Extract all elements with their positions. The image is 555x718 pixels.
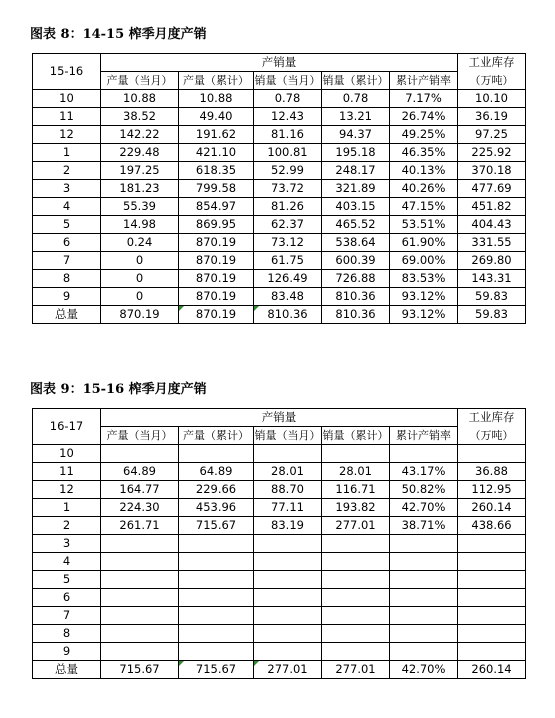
value-cell: 38.71% bbox=[390, 517, 458, 535]
table-row bbox=[33, 463, 526, 481]
value-cell: 40.13% bbox=[390, 162, 458, 180]
month-cell: 3 bbox=[33, 535, 101, 553]
value-cell: 10.88 bbox=[101, 90, 179, 108]
table-row bbox=[33, 234, 526, 252]
column-header: 产量（当月） bbox=[101, 72, 179, 90]
value-cell: 36.88 bbox=[458, 463, 526, 481]
value-cell bbox=[322, 553, 390, 571]
value-cell: 260.14 bbox=[458, 661, 526, 679]
value-cell: 229.66 bbox=[179, 481, 254, 499]
table-row bbox=[33, 126, 526, 144]
value-cell: 225.92 bbox=[458, 144, 526, 162]
table-row bbox=[33, 90, 526, 108]
value-cell: 69.00% bbox=[390, 252, 458, 270]
value-cell: 715.67 bbox=[101, 661, 179, 679]
value-cell: 477.69 bbox=[458, 180, 526, 198]
column-header: 销量（累计） bbox=[322, 72, 390, 90]
value-cell: 93.12% bbox=[390, 288, 458, 306]
value-cell bbox=[390, 445, 458, 463]
column-header: 销量（累计） bbox=[322, 427, 390, 445]
value-cell: 49.25% bbox=[390, 126, 458, 144]
value-cell: 799.58 bbox=[179, 180, 254, 198]
month-cell: 3 bbox=[33, 180, 101, 198]
value-cell: 28.01 bbox=[254, 463, 322, 481]
value-cell bbox=[179, 553, 254, 571]
month-cell: 4 bbox=[33, 198, 101, 216]
group-header: 产销量 bbox=[101, 409, 458, 427]
table-row bbox=[33, 643, 526, 661]
table-row bbox=[33, 499, 526, 517]
value-cell: 404.43 bbox=[458, 216, 526, 234]
month-cell: 总量 bbox=[33, 306, 101, 324]
value-cell bbox=[458, 625, 526, 643]
value-cell: 538.64 bbox=[322, 234, 390, 252]
value-cell bbox=[101, 445, 179, 463]
value-cell: 126.49 bbox=[254, 270, 322, 288]
value-cell: 191.62 bbox=[179, 126, 254, 144]
value-cell: 277.01 bbox=[254, 661, 322, 679]
table-row bbox=[33, 216, 526, 234]
value-cell: 47.15% bbox=[390, 198, 458, 216]
value-cell: 42.70% bbox=[390, 499, 458, 517]
table-row bbox=[33, 535, 526, 553]
table-row bbox=[33, 288, 526, 306]
total-row bbox=[33, 661, 526, 679]
value-cell bbox=[458, 589, 526, 607]
table-row bbox=[33, 270, 526, 288]
value-cell: 116.71 bbox=[322, 481, 390, 499]
value-cell bbox=[254, 589, 322, 607]
month-cell: 12 bbox=[33, 481, 101, 499]
value-cell bbox=[179, 643, 254, 661]
value-cell: 0 bbox=[101, 252, 179, 270]
value-cell: 465.52 bbox=[322, 216, 390, 234]
value-cell: 715.67 bbox=[179, 517, 254, 535]
table-row bbox=[33, 481, 526, 499]
month-cell: 10 bbox=[33, 445, 101, 463]
value-cell bbox=[179, 535, 254, 553]
value-cell bbox=[101, 535, 179, 553]
value-cell bbox=[458, 607, 526, 625]
value-cell: 164.77 bbox=[101, 481, 179, 499]
value-cell: 83.19 bbox=[254, 517, 322, 535]
value-cell: 0.78 bbox=[322, 90, 390, 108]
value-cell: 81.26 bbox=[254, 198, 322, 216]
table1 bbox=[32, 53, 526, 324]
month-cell: 2 bbox=[33, 162, 101, 180]
value-cell: 83.48 bbox=[254, 288, 322, 306]
value-cell: 261.71 bbox=[101, 517, 179, 535]
value-cell bbox=[458, 643, 526, 661]
value-cell bbox=[322, 643, 390, 661]
inventory-unit-header: （万吨） bbox=[458, 72, 526, 90]
value-cell bbox=[101, 607, 179, 625]
value-cell: 93.12% bbox=[390, 306, 458, 324]
inventory-unit-header: （万吨） bbox=[458, 427, 526, 445]
value-cell bbox=[390, 607, 458, 625]
value-cell: 869.95 bbox=[179, 216, 254, 234]
month-cell: 11 bbox=[33, 463, 101, 481]
value-cell bbox=[390, 643, 458, 661]
value-cell: 870.19 bbox=[179, 252, 254, 270]
value-cell bbox=[322, 571, 390, 589]
value-cell: 88.70 bbox=[254, 481, 322, 499]
month-cell: 5 bbox=[33, 571, 101, 589]
total-row bbox=[33, 306, 526, 324]
value-cell: 36.19 bbox=[458, 108, 526, 126]
value-cell bbox=[322, 607, 390, 625]
table2-caption: 图表 9：15-16 榨季月度产销 bbox=[30, 382, 207, 397]
month-cell: 4 bbox=[33, 553, 101, 571]
value-cell: 46.35% bbox=[390, 144, 458, 162]
value-cell: 59.83 bbox=[458, 306, 526, 324]
value-cell: 77.11 bbox=[254, 499, 322, 517]
value-cell bbox=[179, 625, 254, 643]
value-cell: 10.10 bbox=[458, 90, 526, 108]
value-cell bbox=[390, 625, 458, 643]
value-cell: 73.72 bbox=[254, 180, 322, 198]
table-row bbox=[33, 607, 526, 625]
value-cell bbox=[390, 553, 458, 571]
value-cell: 143.31 bbox=[458, 270, 526, 288]
inventory-header: 工业库存 bbox=[458, 409, 526, 427]
value-cell: 224.30 bbox=[101, 499, 179, 517]
value-cell: 12.43 bbox=[254, 108, 322, 126]
value-cell: 100.81 bbox=[254, 144, 322, 162]
table-row bbox=[33, 198, 526, 216]
value-cell bbox=[179, 571, 254, 589]
value-cell: 38.52 bbox=[101, 108, 179, 126]
value-cell: 370.18 bbox=[458, 162, 526, 180]
month-cell: 6 bbox=[33, 234, 101, 252]
value-cell: 0 bbox=[101, 288, 179, 306]
value-cell: 453.96 bbox=[179, 499, 254, 517]
value-cell bbox=[179, 445, 254, 463]
value-cell bbox=[254, 445, 322, 463]
value-cell: 193.82 bbox=[322, 499, 390, 517]
table-row bbox=[33, 252, 526, 270]
month-cell: 6 bbox=[33, 589, 101, 607]
value-cell: 403.15 bbox=[322, 198, 390, 216]
value-cell bbox=[101, 589, 179, 607]
value-cell bbox=[254, 625, 322, 643]
value-cell: 810.36 bbox=[322, 288, 390, 306]
season-header: 15-16 bbox=[33, 54, 101, 90]
season-header: 16-17 bbox=[33, 409, 101, 445]
value-cell: 248.17 bbox=[322, 162, 390, 180]
value-cell bbox=[390, 571, 458, 589]
value-cell: 181.23 bbox=[101, 180, 179, 198]
month-cell: 9 bbox=[33, 643, 101, 661]
value-cell: 0.78 bbox=[254, 90, 322, 108]
month-cell: 5 bbox=[33, 216, 101, 234]
value-cell bbox=[322, 589, 390, 607]
table-row bbox=[33, 144, 526, 162]
value-cell: 43.17% bbox=[390, 463, 458, 481]
month-cell: 7 bbox=[33, 252, 101, 270]
month-cell: 8 bbox=[33, 270, 101, 288]
value-cell: 195.18 bbox=[322, 144, 390, 162]
value-cell: 870.19 bbox=[179, 270, 254, 288]
value-cell bbox=[254, 571, 322, 589]
table-row bbox=[33, 162, 526, 180]
month-cell: 1 bbox=[33, 144, 101, 162]
value-cell bbox=[179, 589, 254, 607]
value-cell bbox=[254, 535, 322, 553]
value-cell bbox=[322, 535, 390, 553]
value-cell: 421.10 bbox=[179, 144, 254, 162]
value-cell: 0 bbox=[101, 270, 179, 288]
month-cell: 2 bbox=[33, 517, 101, 535]
column-header: 产量（累计） bbox=[179, 427, 254, 445]
table-row bbox=[33, 625, 526, 643]
column-header: 销量（当月） bbox=[254, 72, 322, 90]
value-cell: 62.37 bbox=[254, 216, 322, 234]
value-cell: 26.74% bbox=[390, 108, 458, 126]
value-cell: 142.22 bbox=[101, 126, 179, 144]
column-header: 产量（累计） bbox=[179, 72, 254, 90]
value-cell bbox=[322, 625, 390, 643]
value-cell bbox=[101, 571, 179, 589]
table2 bbox=[32, 408, 526, 679]
month-cell: 10 bbox=[33, 90, 101, 108]
month-cell: 9 bbox=[33, 288, 101, 306]
value-cell: 269.80 bbox=[458, 252, 526, 270]
value-cell: 52.99 bbox=[254, 162, 322, 180]
value-cell: 451.82 bbox=[458, 198, 526, 216]
month-cell: 11 bbox=[33, 108, 101, 126]
value-cell: 97.25 bbox=[458, 126, 526, 144]
value-cell: 870.19 bbox=[101, 306, 179, 324]
value-cell bbox=[458, 571, 526, 589]
table1-caption: 图表 8：14-15 榨季月度产销 bbox=[30, 27, 207, 42]
value-cell: 73.12 bbox=[254, 234, 322, 252]
value-cell: 715.67 bbox=[179, 661, 254, 679]
table-row bbox=[33, 108, 526, 126]
value-cell: 870.19 bbox=[179, 306, 254, 324]
value-cell: 810.36 bbox=[254, 306, 322, 324]
group-header: 产销量 bbox=[101, 54, 458, 72]
column-header: 累计产销率 bbox=[390, 427, 458, 445]
value-cell: 10.88 bbox=[179, 90, 254, 108]
value-cell bbox=[390, 535, 458, 553]
value-cell bbox=[101, 643, 179, 661]
value-cell bbox=[101, 625, 179, 643]
table-row bbox=[33, 553, 526, 571]
inventory-header: 工业库存 bbox=[458, 54, 526, 72]
value-cell bbox=[458, 535, 526, 553]
value-cell bbox=[101, 553, 179, 571]
value-cell: 55.39 bbox=[101, 198, 179, 216]
table-row bbox=[33, 180, 526, 198]
value-cell: 229.48 bbox=[101, 144, 179, 162]
value-cell: 870.19 bbox=[179, 288, 254, 306]
table-row bbox=[33, 445, 526, 463]
value-cell: 28.01 bbox=[322, 463, 390, 481]
column-header: 累计产销率 bbox=[390, 72, 458, 90]
column-header: 产量（当月） bbox=[101, 427, 179, 445]
value-cell: 438.66 bbox=[458, 517, 526, 535]
value-cell bbox=[322, 445, 390, 463]
month-cell: 7 bbox=[33, 607, 101, 625]
value-cell: 53.51% bbox=[390, 216, 458, 234]
table-row bbox=[33, 517, 526, 535]
value-cell: 49.40 bbox=[179, 108, 254, 126]
value-cell: 854.97 bbox=[179, 198, 254, 216]
value-cell: 277.01 bbox=[322, 517, 390, 535]
month-cell: 12 bbox=[33, 126, 101, 144]
value-cell: 112.95 bbox=[458, 481, 526, 499]
value-cell: 7.17% bbox=[390, 90, 458, 108]
value-cell: 600.39 bbox=[322, 252, 390, 270]
value-cell: 61.90% bbox=[390, 234, 458, 252]
value-cell: 50.82% bbox=[390, 481, 458, 499]
value-cell: 810.36 bbox=[322, 306, 390, 324]
value-cell: 197.25 bbox=[101, 162, 179, 180]
value-cell: 726.88 bbox=[322, 270, 390, 288]
month-cell: 8 bbox=[33, 625, 101, 643]
column-header: 销量（当月） bbox=[254, 427, 322, 445]
table-row bbox=[33, 589, 526, 607]
value-cell: 618.35 bbox=[179, 162, 254, 180]
value-cell: 870.19 bbox=[179, 234, 254, 252]
value-cell: 64.89 bbox=[179, 463, 254, 481]
value-cell: 59.83 bbox=[458, 288, 526, 306]
value-cell bbox=[458, 553, 526, 571]
value-cell bbox=[458, 445, 526, 463]
value-cell: 321.89 bbox=[322, 180, 390, 198]
value-cell: 40.26% bbox=[390, 180, 458, 198]
table-row bbox=[33, 571, 526, 589]
value-cell: 42.70% bbox=[390, 661, 458, 679]
value-cell bbox=[390, 589, 458, 607]
value-cell: 81.16 bbox=[254, 126, 322, 144]
value-cell: 260.14 bbox=[458, 499, 526, 517]
month-cell: 1 bbox=[33, 499, 101, 517]
value-cell bbox=[254, 553, 322, 571]
value-cell: 0.24 bbox=[101, 234, 179, 252]
value-cell: 14.98 bbox=[101, 216, 179, 234]
month-cell: 总量 bbox=[33, 661, 101, 679]
value-cell: 277.01 bbox=[322, 661, 390, 679]
value-cell bbox=[254, 643, 322, 661]
value-cell: 83.53% bbox=[390, 270, 458, 288]
value-cell: 61.75 bbox=[254, 252, 322, 270]
value-cell bbox=[254, 607, 322, 625]
value-cell: 13.21 bbox=[322, 108, 390, 126]
value-cell: 64.89 bbox=[101, 463, 179, 481]
value-cell: 94.37 bbox=[322, 126, 390, 144]
value-cell bbox=[179, 607, 254, 625]
value-cell: 331.55 bbox=[458, 234, 526, 252]
